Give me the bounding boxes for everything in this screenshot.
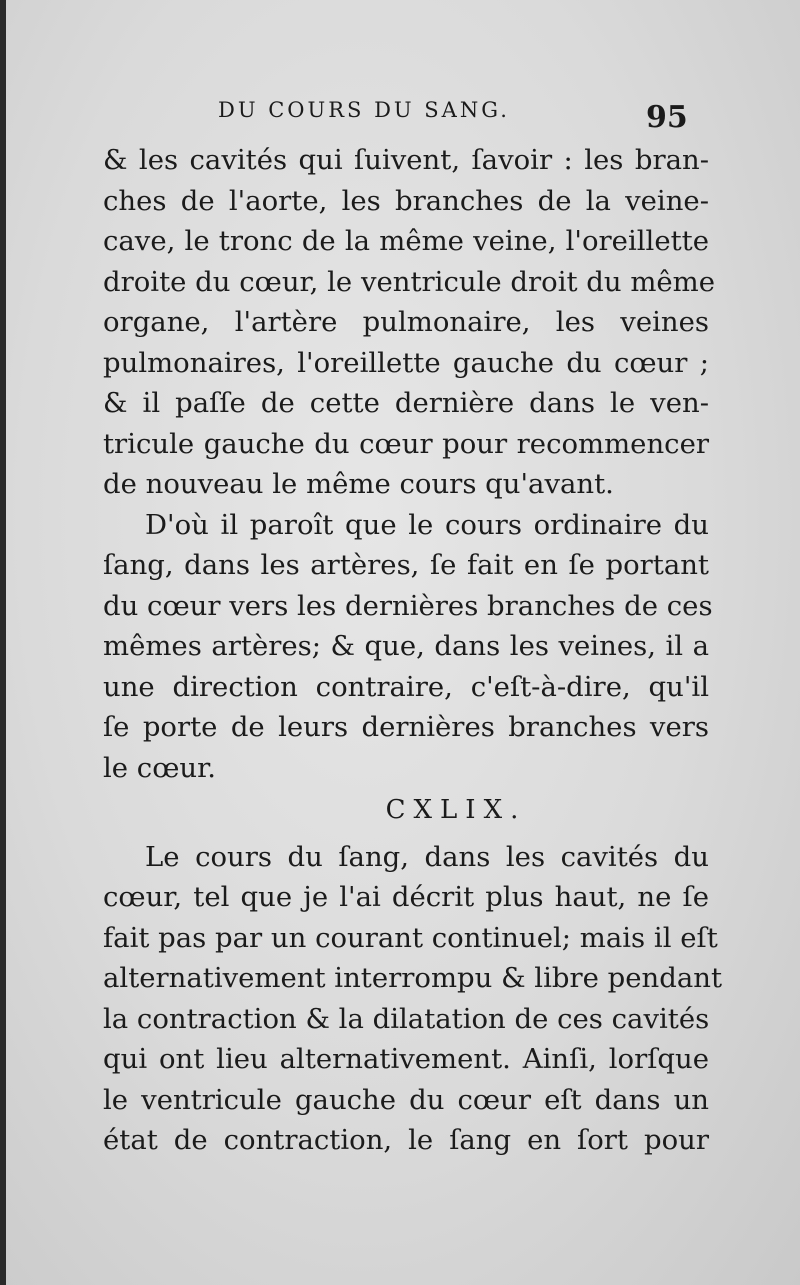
page-number: 95 xyxy=(646,100,688,135)
text-line: organe, l'artère pulmonaire, les veines xyxy=(103,306,709,338)
text-line: droite du cœur, le ventricule droit du même xyxy=(103,265,716,298)
text-line: qui ont lieu alternativement. Ainſi, lorſque xyxy=(103,1043,709,1075)
text-line: la contraction & la dilatation de ces cavités xyxy=(103,1002,710,1035)
text-line: mêmes artères; & que, dans les veines, il a xyxy=(103,630,709,662)
paragraph-3 xyxy=(103,837,723,1161)
body-text xyxy=(103,140,723,1161)
paragraph-2 xyxy=(103,505,713,789)
text-line: une direction contraire, c'eſt-à-dire, qu'il xyxy=(103,670,709,703)
text-line: du cœur vers les dernières branches de ces xyxy=(103,589,713,622)
book-page xyxy=(6,0,800,1285)
text-line: cave, le tronc de la même veine, l'oreillette xyxy=(103,225,709,257)
text-line: Le cours du ſang, dans les cavités du xyxy=(145,840,709,873)
text-line: ſang, dans les artères, ſe fait en ſe portant xyxy=(103,549,709,581)
section-number: CXLIX. xyxy=(385,795,527,825)
text-line: & il paſſe de cette dernière dans le ven- xyxy=(103,387,709,419)
text-line: cœur, tel que je l'ai décrit plus haut, ne ſe xyxy=(103,881,709,913)
text-line: & les cavités qui ſuivent, ſavoir : les bran- xyxy=(103,144,709,176)
text-line: le ventricule gauche du cœur eſt dans un xyxy=(103,1083,709,1116)
text-line: tricule gauche du cœur pour recommencer xyxy=(103,427,709,460)
text-line: de nouveau le même cours qu'avant. xyxy=(103,468,614,500)
running-head: DU COURS DU SANG. xyxy=(218,98,510,122)
text-line: fait pas par un courant continuel; mais il eſt xyxy=(103,921,718,954)
text-line: ſe porte de leurs dernières branches vers xyxy=(103,711,709,743)
paragraph-1 xyxy=(103,140,716,505)
text-line: pulmonaires, l'oreillette gauche du cœur ; xyxy=(103,346,709,379)
text-line: le cœur. xyxy=(103,751,216,784)
text-line: ches de l'aorte, les branches de la veine- xyxy=(103,184,709,217)
text-line: état de contraction, le ſang en ſort pour xyxy=(103,1124,709,1156)
text-line: alternativement interrompu & libre pendant xyxy=(103,962,723,994)
text-line: D'où il paroît que le cours ordinaire du xyxy=(145,508,709,541)
